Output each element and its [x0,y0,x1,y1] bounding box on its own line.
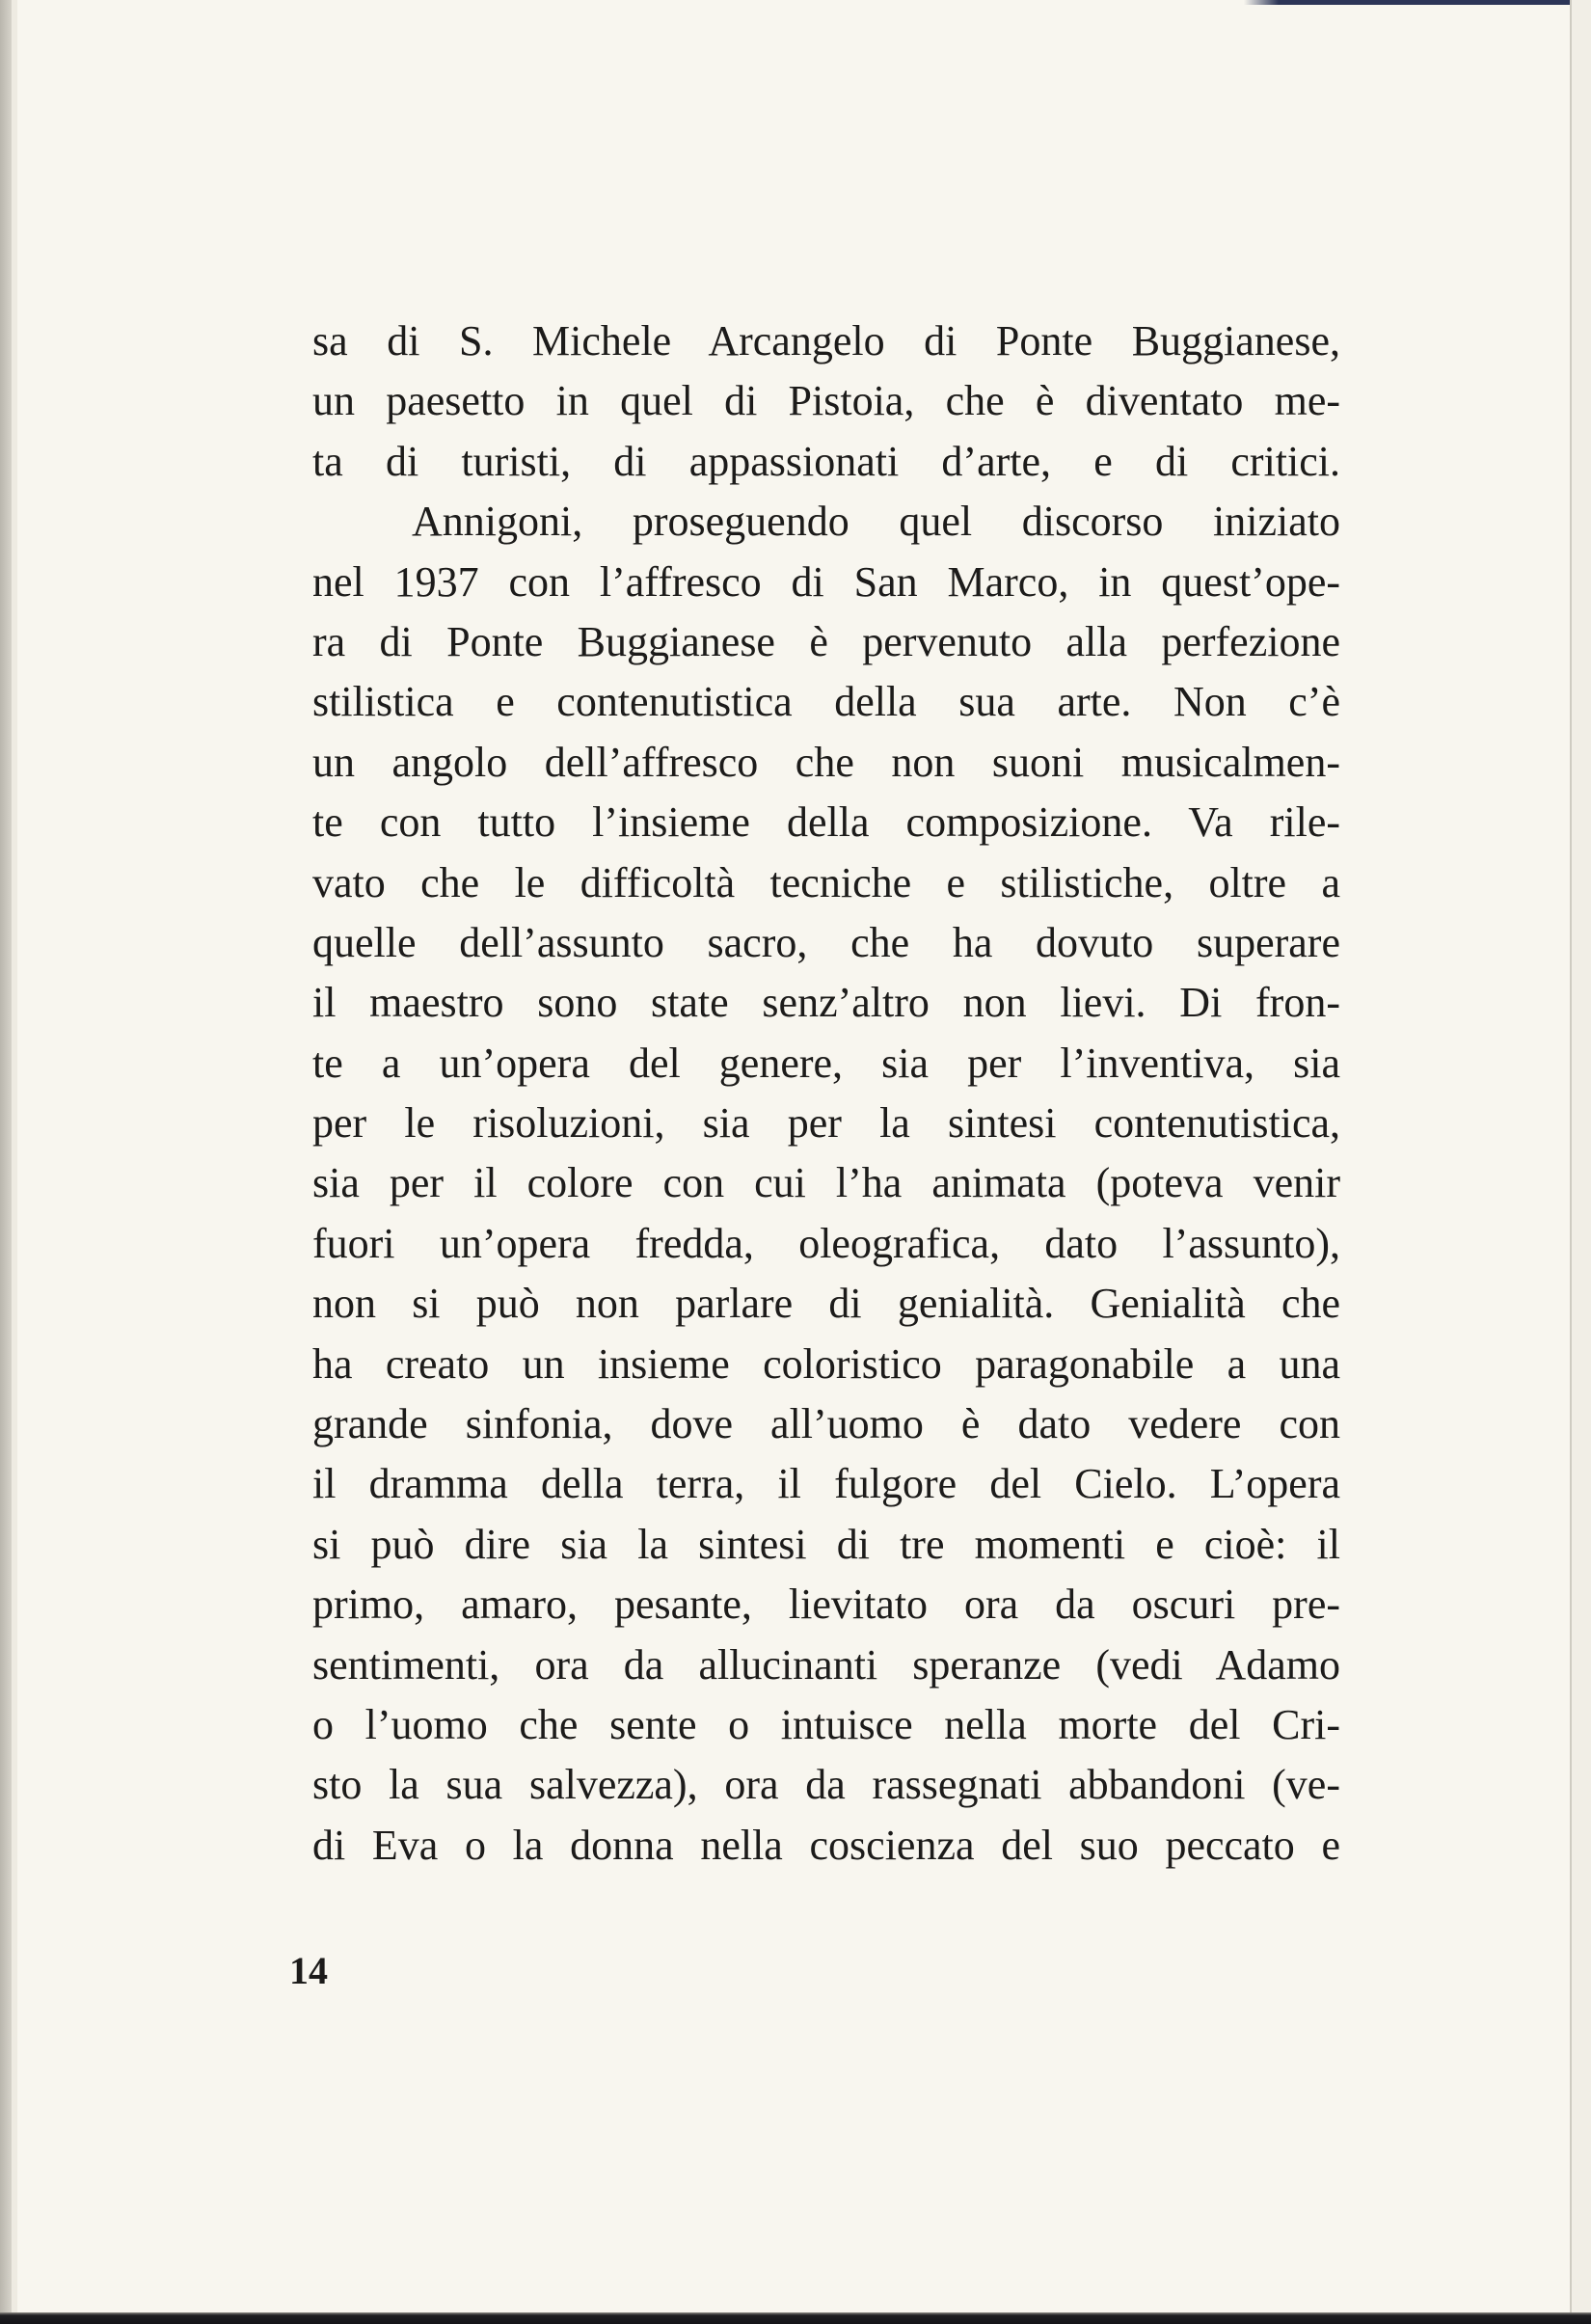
paragraph-1 [312,311,1340,492]
page-number: 14 [289,1949,328,1992]
text-line: nel 1937 con l’affresco di San Marco, in quest’ope- [312,557,1340,606]
text-line: non si può non parlare di genialità. Genialità che [312,1280,1340,1328]
text-line: te a un’opera del genere, sia per l’inventiva, sia [312,1039,1340,1087]
page-right-edge [1572,0,1591,2312]
text-line: quelle dell’assunto sacro, che ha dovuto superare [312,918,1340,966]
paragraph-2 [312,492,1340,1876]
text-line: stilistica e contenutistica della sua arte. Non c’è [312,678,1340,726]
text-line: sa di S. Michele Arcangelo di Ponte Buggianese, [312,317,1340,365]
text-line: ra di Ponte Buggianese è pervenuto alla perfezione [312,617,1340,665]
text-line: si può dire sia la sintesi di tre momenti e cioè: il [312,1520,1340,1568]
text-line: ta di turisti, di appassionati d’arte, e di critici. [312,437,1340,485]
text-line: un paesetto in quel di Pistoia, che è diventato me- [312,377,1340,425]
scan-bottom-band [0,2312,1591,2324]
text-line: te con tutto l’insieme della composizione. Va rile- [312,798,1340,847]
text-line: o l’uomo che sente o intuisce nella morte del Cri- [312,1700,1340,1748]
text-line: sentimenti, ora da allucinanti speranze (vedi Adamo [312,1640,1340,1689]
scan-top-cover-strip [1244,0,1591,5]
text-line: un angolo dell’affresco che non suoni musicalmen- [312,738,1340,786]
text-line: per le risoluzioni, sia per la sintesi contenutistica, [312,1099,1340,1148]
text-line: grande sinfonia, dove all’uomo è dato vedere con [312,1400,1340,1448]
scan-left-edge-shadow [12,0,17,2312]
body-text [312,311,1340,1876]
text-line: ha creato un insieme coloristico paragonabile a una [312,1339,1340,1388]
text-line: di Eva o la donna nella coscienza del suo peccato e [312,1821,1340,1869]
text-line: primo, amaro, pesante, lievitato ora da oscuri pre- [312,1581,1340,1629]
text-line: il dramma della terra, il fulgore del Cielo. L’opera [312,1460,1340,1508]
text-line: sto la sua salvezza), ora da rassegnati abbandoni (ve- [312,1761,1340,1809]
text-line: Annigoni, proseguendo quel discorso iniziato [412,498,1340,546]
text-line: fuori un’opera fredda, oleografica, dato l’assunto), [312,1219,1340,1267]
text-line: sia per il colore con cui l’ha animata (poteva venir [312,1159,1340,1207]
scan-left-edge [0,0,12,2312]
text-line: vato che le difficoltà tecniche e stilistiche, oltre a [312,858,1340,906]
text-line: il maestro sono state senz’altro non lievi. Di fron- [312,979,1340,1027]
